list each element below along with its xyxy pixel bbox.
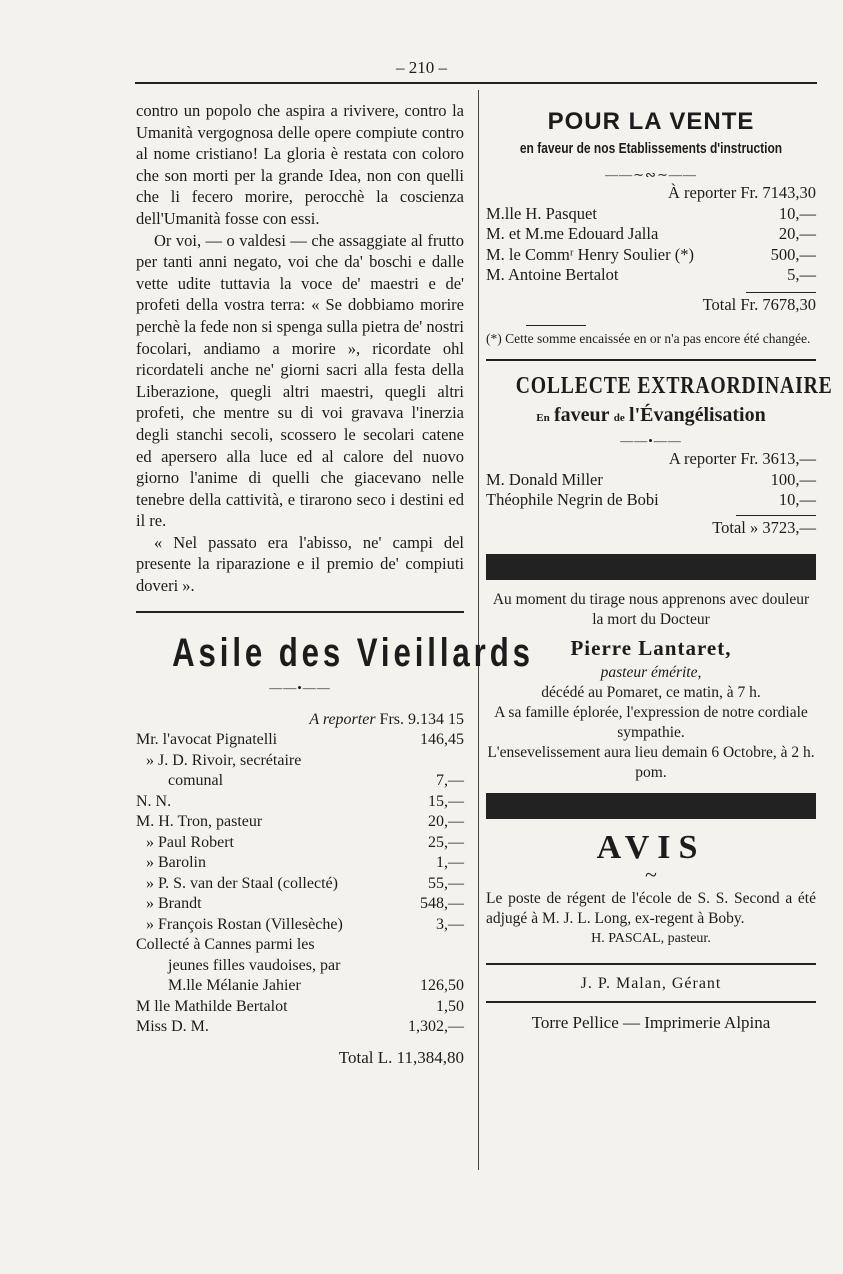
- reporter-label: A reporter: [309, 710, 376, 728]
- donation-row: [136, 894, 464, 915]
- donation-amount: 20,—: [778, 224, 816, 243]
- asile-list: [136, 710, 464, 1069]
- donation-amount: 55,—: [428, 874, 464, 892]
- reporter-line: [136, 710, 464, 731]
- donation-row: [486, 204, 816, 225]
- donor-name: » Brandt: [146, 895, 202, 913]
- paragraph: contro un popolo che aspira a rivivere, contro la Umanità vergognosa delle opere compiute contro al nome cristiano! La gloria è restata con coloro che son morti per la grande Idea, non con quelli che li fecero morire, perocchè la coscienza dell'Umanità fosse con essi.: [136, 101, 464, 228]
- avis-signature: H. PASCAL, pasteur.: [591, 931, 711, 946]
- donor-name: Collecté à Cannes parmi les: [136, 936, 315, 954]
- donation-row: [136, 792, 464, 813]
- donation-amount: 1,—: [436, 854, 464, 872]
- section-rule: [136, 611, 464, 613]
- death-line: L'ensevelissement aura lieu demain 6 Octobre, à 2 h. pom.: [487, 744, 815, 781]
- donation-row: [486, 490, 816, 511]
- section-rule: [486, 359, 816, 361]
- donor-name: » Barolin: [146, 854, 206, 872]
- collecte-subheading: En faveur de l'Évangélisation: [536, 404, 766, 426]
- donation-rows: [486, 470, 816, 511]
- collecte-list: [486, 449, 816, 538]
- donation-amount: 7,—: [436, 772, 464, 790]
- donor-name: M.lle H. Pasquet: [486, 203, 597, 223]
- avis-text: Le poste de régent de l'école de S. S. Second a été adjugé à M. J. L. Long, ex-regent à Boby.: [486, 890, 816, 927]
- donor-name: M.lle Mélanie Jahier: [168, 977, 301, 995]
- deceased-title: pasteur émérite,: [600, 664, 702, 681]
- donation-row: [136, 956, 464, 977]
- donor-name: N. N.: [136, 792, 172, 810]
- donor-name: M. le Commʳ Henry Soulier (*): [486, 244, 694, 264]
- donor-name: jeunes filles vaudoises, par: [168, 956, 341, 974]
- donation-row: [486, 224, 816, 245]
- vente-heading: POUR LA VENTE: [547, 108, 755, 135]
- donor-name: Miss D. M.: [136, 1018, 209, 1036]
- donation-amount: 20,—: [428, 813, 464, 831]
- ornament-divider: ——•——: [620, 433, 682, 448]
- donation-amount: 10,—: [778, 490, 816, 509]
- donation-row: [136, 771, 464, 792]
- donation-row: [136, 976, 464, 997]
- top-rule: [135, 82, 817, 84]
- page-number: – 210 –: [396, 58, 447, 77]
- donation-amount: 3,—: [436, 915, 464, 933]
- donation-amount: 1,302,—: [408, 1018, 464, 1036]
- donation-row: [136, 833, 464, 854]
- donation-amount: 15,—: [428, 792, 464, 810]
- donation-rows: [486, 204, 816, 286]
- right-column: [486, 100, 833, 1033]
- donation-row: [486, 470, 816, 491]
- donor-name: » J. D. Rivoir, secrétaire: [146, 751, 302, 769]
- donation-amount: 5,—: [787, 265, 816, 284]
- donor-name: M. Antoine Bertalot: [486, 265, 619, 284]
- donation-amount: 146,45: [420, 731, 464, 749]
- donor-name: » Paul Robert: [146, 833, 234, 851]
- asile-heading: Asile des Vieillards: [172, 630, 534, 675]
- donor-name: » François Rostan (Villesèche): [146, 915, 343, 933]
- left-column: [136, 100, 534, 1068]
- printer-line: Torre Pellice — Imprimerie Alpina: [531, 1013, 771, 1032]
- donor-name: » P. S. van der Staal (collecté): [146, 874, 338, 892]
- donor-name: M. H. Tron, pasteur: [136, 813, 263, 831]
- donation-amount: 1,50: [436, 997, 464, 1015]
- reporter-line: À reporter Fr. 7143,30: [667, 183, 816, 202]
- collecte-heading: COLLECTE EXTRAORDINAIRE: [515, 373, 833, 399]
- gerant-line: J. P. Malan, Gérant: [580, 975, 722, 992]
- death-line: décédé au Pomaret, ce matin, à 7 h.: [541, 684, 761, 701]
- donation-row: [136, 874, 464, 895]
- donation-row: [486, 265, 816, 286]
- note-rule: [526, 325, 586, 326]
- asile-total: Total L. 11,384,80: [338, 1047, 464, 1067]
- ornament-divider: ~: [645, 862, 657, 887]
- donor-name: comunal: [168, 772, 224, 790]
- footnote: (*) Cette somme encaissée en or n'a pas encore été changée.: [486, 331, 811, 346]
- donation-row: [136, 1017, 464, 1038]
- ornament-divider: ——∼∾∼——: [605, 167, 697, 182]
- collecte-total: Total » 3723,—: [712, 517, 816, 537]
- black-divider-bar: [486, 554, 816, 580]
- donation-amount: 500,—: [770, 244, 816, 264]
- avis-heading: AVIS: [596, 829, 706, 866]
- vente-list: [486, 183, 816, 315]
- donation-amount: 100,—: [770, 469, 816, 489]
- donation-row: [136, 915, 464, 936]
- sum-rule: [736, 515, 816, 516]
- donation-row: [136, 812, 464, 833]
- death-line: A sa famille éplorée, l'expression de notre cordiale sympathie.: [494, 704, 808, 741]
- italian-article: [136, 100, 464, 597]
- death-intro: Au moment du tirage nous apprenons avec douleur la mort du Docteur: [492, 591, 810, 628]
- deceased-name: Pierre Lantaret,: [570, 636, 732, 660]
- donation-amount: 126,50: [420, 977, 464, 995]
- section-rule: [486, 1001, 816, 1003]
- donor-name: Théophile Negrin de Bobi: [486, 490, 659, 509]
- donation-row: [136, 751, 464, 772]
- section-rule: [486, 963, 816, 965]
- paragraph: Or voi, — o valdesi — che assaggiate al frutto per tanti anni negato, voi che da' boschi e dalle vette udite tuttavia la voce de' maestri e de' profeti della vostra terra: « Se dobbiamo morire perchè la fede non si spenga sulla pietra de' nostri focolari, andiamo a morire », ricordate ohl ricordateli anche ne' giorni sacri alla festa della Liberazione, quegli altri maestri, quegli altri profeti, che mentre su di voi gravava l'inerzia degli stanchi secoli, scossero le secolari catene ed apersero alla luce ed al calore del nuovo giorno l'anime di quelli che giacevano nelle tenebre della cattività, e tirarono seco i destini ed il re.: [136, 230, 464, 531]
- donor-name: M. Donald Miller: [486, 469, 603, 489]
- donation-amount: 548,—: [420, 895, 464, 913]
- vente-subheading: en faveur de nos Etablissements d'instruction: [519, 140, 783, 157]
- donor-name: M lle Mathilde Bertalot: [136, 997, 288, 1015]
- reporter-value: Frs. 9.134 15: [379, 710, 464, 728]
- ornament-divider: ——•——: [269, 679, 331, 695]
- donation-rows: [136, 730, 464, 1038]
- donation-row: [136, 853, 464, 874]
- donation-row: [136, 935, 464, 956]
- donation-amount: 25,—: [428, 833, 464, 851]
- sum-rule: [746, 292, 816, 293]
- donation-row: [136, 730, 464, 751]
- reporter-line: A reporter Fr. 3613,—: [668, 449, 816, 468]
- donation-row: [136, 997, 464, 1018]
- donation-amount: 10,—: [778, 203, 816, 223]
- donor-name: M. et M.me Edouard Jalla: [486, 224, 659, 243]
- donation-row: [486, 245, 816, 266]
- paragraph: « Nel passato era l'abisso, ne' campi del presente la riparazione e il premio de' compiuti doveri ».: [136, 532, 464, 596]
- donor-name: Mr. l'avocat Pignatelli: [136, 731, 278, 749]
- vente-total: Total Fr. 7678,30: [702, 294, 816, 314]
- black-divider-bar: [486, 793, 816, 819]
